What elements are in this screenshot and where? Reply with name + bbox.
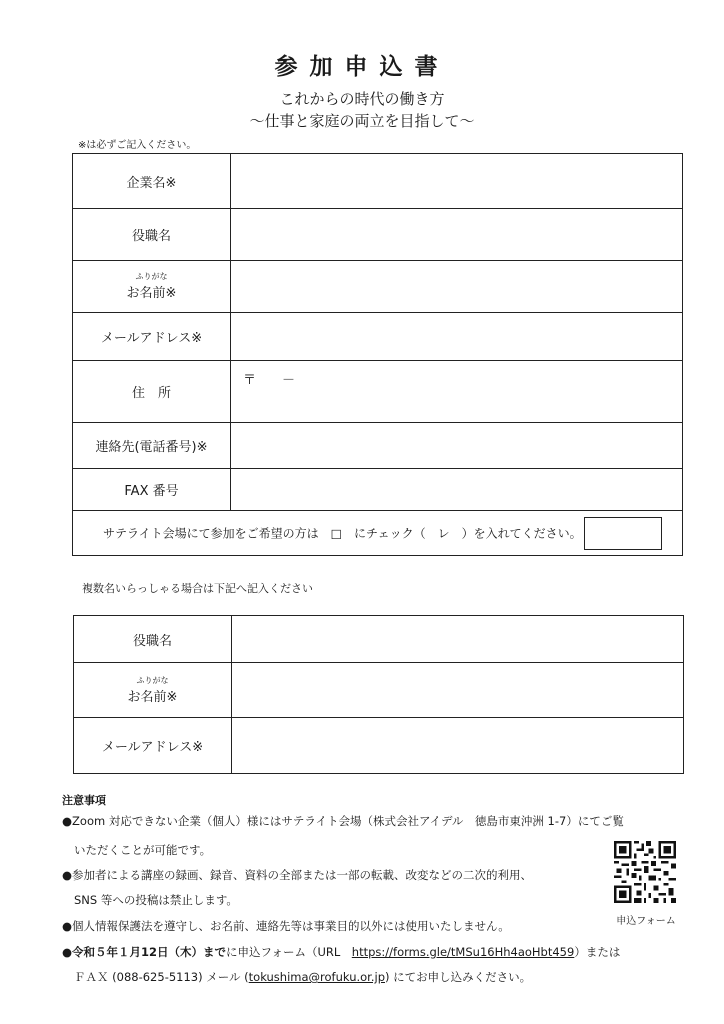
position-field[interactable] — [231, 209, 683, 261]
email-row — [73, 313, 683, 361]
fax-row — [73, 469, 683, 511]
name-field[interactable] — [231, 261, 683, 313]
note-3: ●個人情報保護法を遵守し、お名前、連絡先等は事業目的以外には使用いたしません。 — [62, 919, 510, 933]
note-4-tail: ) にてお申し込みください。 — [385, 970, 532, 984]
fax-mail-text: ＦＡＸ (088-625-5113) メール ( — [74, 970, 249, 984]
company-field[interactable] — [231, 154, 683, 209]
subtitle-2: ～仕事と家庭の両立を目指して～ — [249, 112, 475, 130]
satellite-cell — [73, 511, 683, 556]
name-row — [73, 261, 683, 313]
address-row — [73, 361, 683, 423]
position-field-2[interactable] — [232, 616, 684, 663]
name-ruby-2: ふりがな — [136, 675, 169, 685]
note-4-cont — [74, 969, 531, 985]
qr-code-icon[interactable] — [614, 841, 676, 903]
notes-heading: 注意事項 — [62, 794, 106, 807]
name-row-2 — [74, 663, 684, 718]
postal-mark: 〒 — [243, 373, 257, 388]
note-2: ●参加者による講座の録画、録音、資料の全部または一部の転載、改変などの二次的利用、 — [62, 868, 533, 882]
email-label: メールアドレス※ — [73, 313, 231, 361]
note-4-mid: に申込フォーム（URL — [226, 945, 352, 959]
additional-participant-table — [73, 615, 684, 774]
name-ruby: ふりがな — [135, 272, 168, 281]
address-label: 住 所 — [73, 361, 231, 423]
satellite-checkbox[interactable] — [584, 517, 662, 550]
subtitle-1: これからの時代の働き方 — [279, 90, 445, 108]
name-label: お名前※ — [126, 286, 177, 301]
phone-field[interactable] — [231, 423, 683, 469]
note-1: ●Zoom 対応できない企業（個人）様にはサテライト会場（株式会社アイデル 徳島市東沖洲 1-7）にてご覧 — [62, 814, 624, 828]
multiple-participants-note: 複数名いらっしゃる場合は下記へ記入ください — [82, 582, 313, 595]
name-label-cell-2 — [74, 663, 232, 718]
name-label-2: お名前※ — [127, 689, 178, 705]
company-row — [73, 154, 683, 209]
email-field-2[interactable] — [232, 718, 684, 774]
page-title: 参加申込書 — [274, 53, 450, 80]
name-label-cell — [73, 261, 231, 313]
position-row-2 — [74, 616, 684, 663]
email-field[interactable] — [231, 313, 683, 361]
email-row-2 — [74, 718, 684, 774]
position-label-2: 役職名 — [74, 616, 232, 663]
application-form-table — [72, 153, 683, 556]
company-label: 企業名※ — [73, 154, 231, 209]
postal-dash: － — [282, 373, 296, 388]
satellite-row — [73, 511, 683, 556]
email-label-2: メールアドレス※ — [74, 718, 232, 774]
position-label: 役職名 — [73, 209, 231, 261]
position-row — [73, 209, 683, 261]
deadline-text: ●令和５年１月12日（木）まで — [62, 945, 227, 959]
email-link[interactable]: tokushima@rofuku.or.jp — [248, 970, 385, 984]
phone-label: 連絡先(電話番号)※ — [73, 423, 231, 469]
name-field-2[interactable] — [232, 663, 684, 718]
note-2-cont: SNS 等への投稿は禁止します。 — [74, 893, 238, 907]
address-field[interactable] — [231, 361, 683, 423]
phone-row — [73, 423, 683, 469]
fax-label: FAX 番号 — [73, 469, 231, 511]
satellite-text: サテライト会場にて参加をご希望の方は □ にチェック（ レ ）を入れてください。 — [103, 526, 582, 541]
required-note: ※は必ずご記入ください。 — [78, 140, 197, 151]
form-url-link[interactable]: https://forms.gle/tMSu16Hh4aoHbt459 — [351, 945, 575, 959]
note-4-end: ）または — [574, 945, 621, 959]
note-4 — [62, 944, 620, 960]
fax-field[interactable] — [231, 469, 683, 511]
note-1-cont: いただくことが可能です。 — [74, 843, 212, 857]
qr-label: 申込フォーム — [616, 916, 676, 927]
